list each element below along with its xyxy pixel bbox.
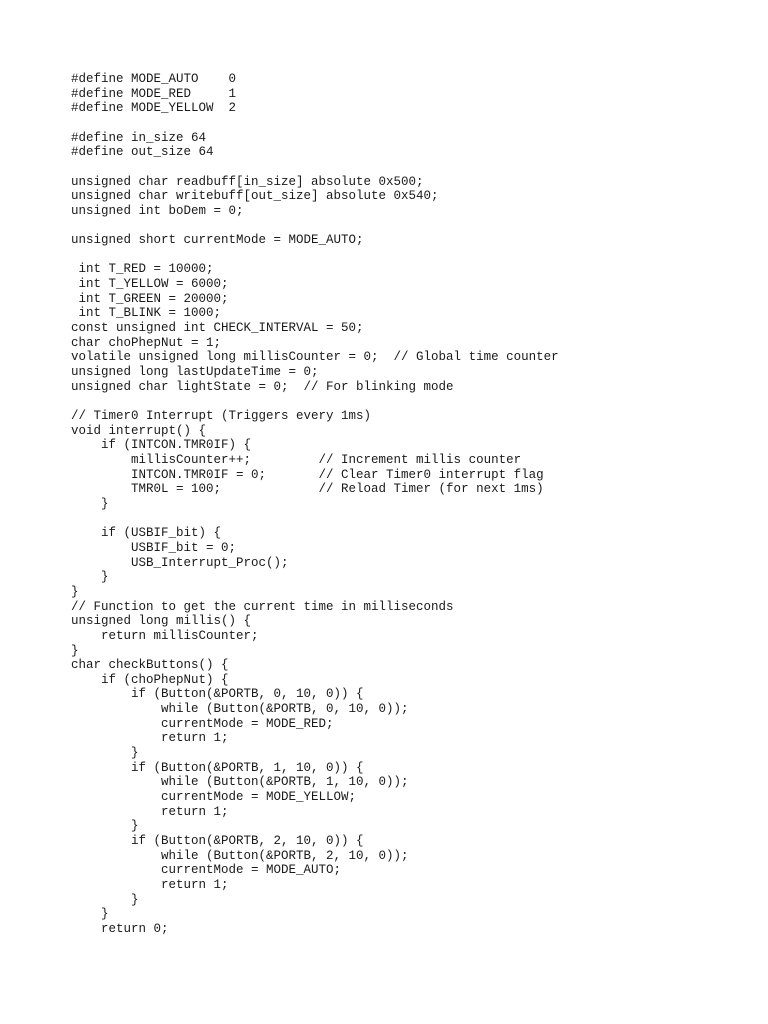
code-line: #define in_size 64 — [71, 130, 207, 145]
code-line: } — [71, 496, 109, 511]
code-line: if (Button(&PORTB, 0, 10, 0)) { — [71, 687, 364, 702]
code-line — [71, 116, 559, 131]
code-line: int T_GREEN = 20000; — [71, 291, 229, 306]
code-line: int T_YELLOW = 6000; — [71, 277, 229, 292]
code-line: const unsigned int CHECK_INTERVAL = 50; — [71, 321, 364, 336]
code-line: if (USBIF_bit) { — [71, 526, 222, 541]
code-line: volatile unsigned long millisCounter = 0; // Global time counter — [71, 350, 559, 365]
code-line: // Timer0 Interrupt (Triggers every 1ms) — [71, 409, 372, 424]
code-line: int T_BLINK = 1000; — [71, 306, 222, 321]
code-line: char checkButtons() { — [71, 658, 229, 673]
code-line: } — [71, 907, 109, 922]
code-line: unsigned int boDem = 0; — [71, 203, 244, 218]
code-line: return 1; — [71, 878, 229, 892]
code-line — [71, 219, 559, 234]
code-line: return millisCounter; — [71, 628, 259, 643]
code-line — [71, 512, 559, 527]
code-line: int T_RED = 10000; — [71, 262, 214, 277]
code-line — [71, 248, 559, 263]
code-line: return 0; — [71, 921, 169, 936]
code-line: #define MODE_AUTO 0 — [71, 72, 237, 86]
code-line: // Function to get the current time in milliseconds — [71, 599, 454, 614]
code-line: unsigned char readbuff[in_size] absolute 0x500; — [71, 174, 424, 189]
code-line: millisCounter++; // Increment millis counter — [71, 452, 522, 467]
code-line: return 1; — [71, 731, 229, 746]
code-line: if (Button(&PORTB, 1, 10, 0)) { — [71, 760, 364, 775]
code-line: currentMode = MODE_RED; — [71, 716, 334, 731]
code-listing — [71, 72, 559, 937]
code-line: void interrupt() { — [71, 423, 207, 438]
code-line: } — [71, 892, 139, 907]
code-line: unsigned char lightState = 0; // For blinking mode — [71, 379, 454, 394]
code-line — [71, 394, 559, 409]
code-line: #define MODE_RED 1 — [71, 86, 237, 101]
code-line: #define out_size 64 — [71, 145, 214, 160]
code-line: while (Button(&PORTB, 1, 10, 0)); — [71, 775, 409, 790]
code-line: char choPhepNut = 1; — [71, 335, 222, 350]
code-line: while (Button(&PORTB, 2, 10, 0)); — [71, 848, 409, 863]
code-line: unsigned long lastUpdateTime = 0; — [71, 365, 319, 380]
code-line: if (choPhepNut) { — [71, 672, 229, 687]
code-line: currentMode = MODE_YELLOW; — [71, 790, 357, 805]
code-line: while (Button(&PORTB, 0, 10, 0)); — [71, 702, 409, 717]
code-line: #define MODE_YELLOW 2 — [71, 101, 237, 116]
code-line: unsigned char writebuff[out_size] absolute 0x540; — [71, 189, 439, 204]
code-line: } — [71, 643, 79, 658]
code-line: INTCON.TMR0IF = 0; // Clear Timer0 interrupt flag — [71, 467, 544, 482]
code-line: TMR0L = 100; // Reload Timer (for next 1ms) — [71, 482, 544, 497]
code-line: } — [71, 819, 139, 834]
code-line: USBIF_bit = 0; — [71, 540, 237, 555]
code-line: if (INTCON.TMR0IF) { — [71, 438, 252, 453]
code-line: return 1; — [71, 804, 229, 819]
code-line: } — [71, 746, 139, 761]
code-line: unsigned long millis() { — [71, 614, 252, 629]
code-line — [71, 160, 559, 175]
code-line: currentMode = MODE_AUTO; — [71, 863, 342, 878]
code-line: if (Button(&PORTB, 2, 10, 0)) { — [71, 834, 364, 849]
code-line: } — [71, 584, 79, 599]
code-line: unsigned short currentMode = MODE_AUTO; — [71, 233, 364, 248]
code-line: } — [71, 570, 109, 585]
code-line: USB_Interrupt_Proc(); — [71, 555, 289, 570]
